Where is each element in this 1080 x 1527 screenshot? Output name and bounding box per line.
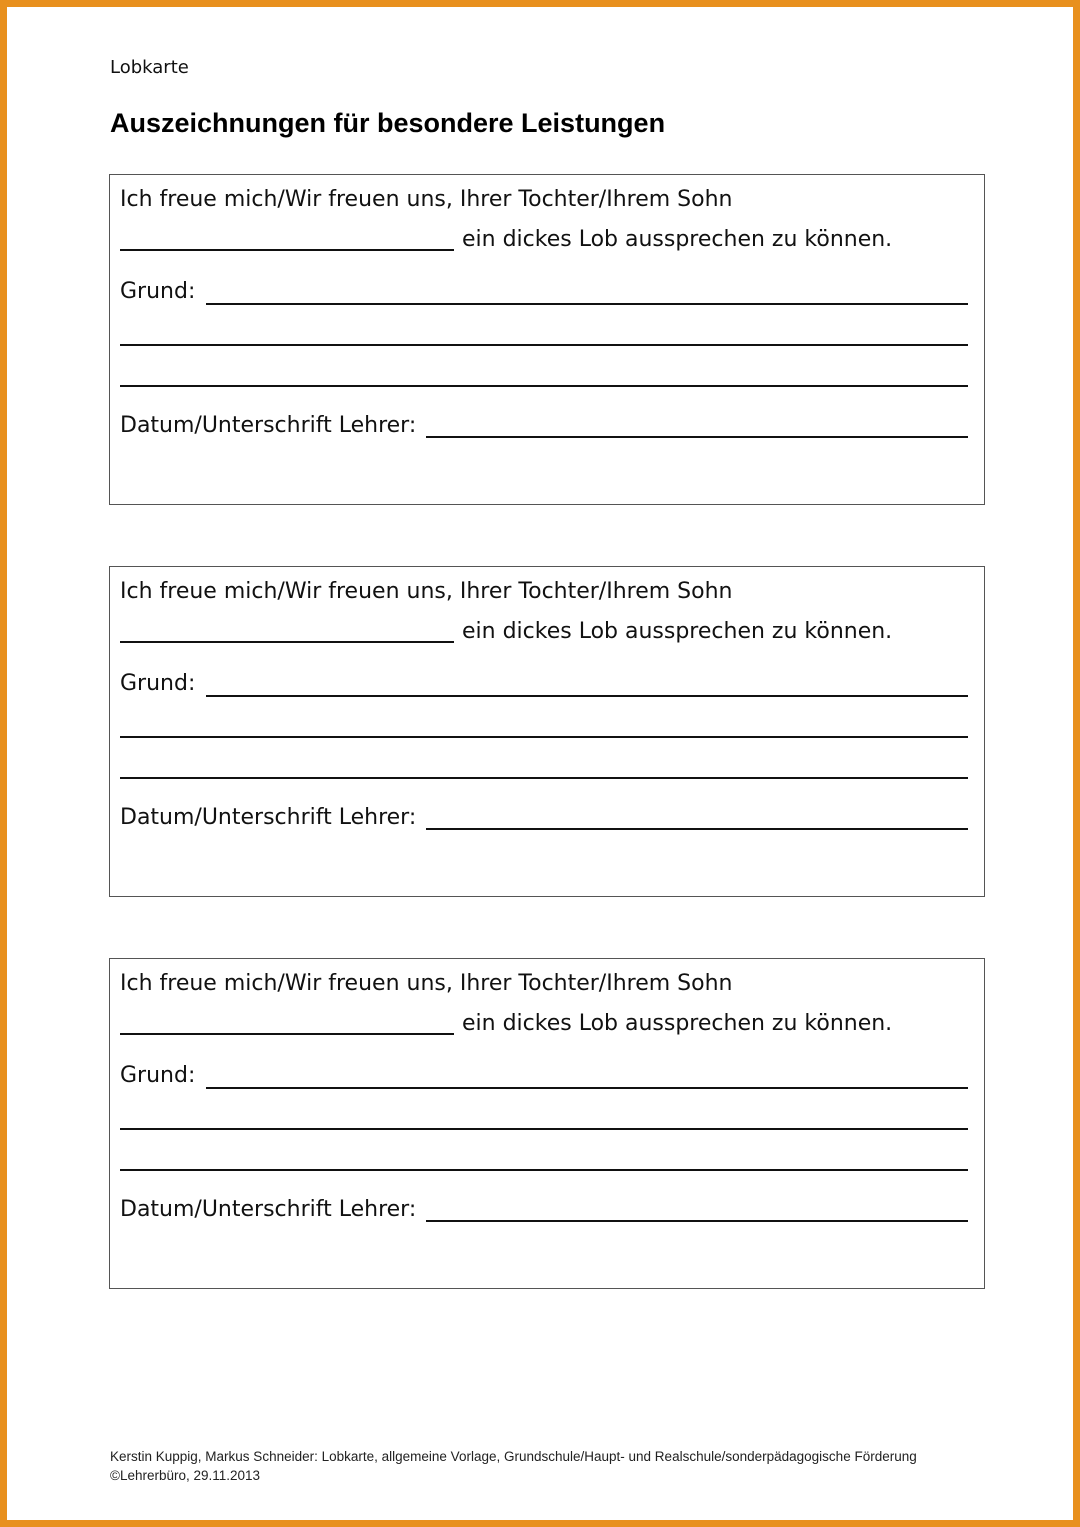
signature-line[interactable] xyxy=(426,1220,968,1222)
card-praise-text: ein dickes Lob aussprechen zu können. xyxy=(462,227,893,252)
reason-line[interactable] xyxy=(120,777,968,779)
reason-line[interactable] xyxy=(120,1128,968,1130)
footer-credits: Kerstin Kuppig, Markus Schneider: Lobkarte, allgemeine Vorlage, Grundschule/Haupt- und Realschule/sonderpädagogische Förderung xyxy=(110,1449,917,1464)
student-name-line[interactable] xyxy=(120,641,454,643)
signature-label: Datum/Unterschrift Lehrer: xyxy=(120,805,417,830)
student-name-line[interactable] xyxy=(120,249,454,251)
signature-line[interactable] xyxy=(426,828,968,830)
student-name-line[interactable] xyxy=(120,1033,454,1035)
reason-line[interactable] xyxy=(120,385,968,387)
reason-label: Grund: xyxy=(120,279,196,304)
reason-line[interactable] xyxy=(206,303,968,305)
reason-line[interactable] xyxy=(120,736,968,738)
header-label: Lobkarte xyxy=(110,57,189,78)
page-title: Auszeichnungen für besondere Leistungen xyxy=(110,108,666,138)
reason-line[interactable] xyxy=(206,1087,968,1089)
praise-card xyxy=(109,958,985,1289)
praise-card xyxy=(109,566,985,897)
footer-copyright: ©Lehrerbüro, 29.11.2013 xyxy=(110,1468,261,1483)
reason-label: Grund: xyxy=(120,671,196,696)
card-praise-text: ein dickes Lob aussprechen zu können. xyxy=(462,1011,893,1036)
reason-line[interactable] xyxy=(120,344,968,346)
card-praise-text: ein dickes Lob aussprechen zu können. xyxy=(462,619,893,644)
reason-label: Grund: xyxy=(120,1063,196,1088)
signature-label: Datum/Unterschrift Lehrer: xyxy=(120,1197,417,1222)
footer xyxy=(110,1447,917,1485)
card-intro: Ich freue mich/Wir freuen uns, Ihrer Tochter/Ihrem Sohn xyxy=(120,579,733,604)
card-intro: Ich freue mich/Wir freuen uns, Ihrer Tochter/Ihrem Sohn xyxy=(120,187,733,212)
card-intro: Ich freue mich/Wir freuen uns, Ihrer Tochter/Ihrem Sohn xyxy=(120,971,733,996)
reason-line[interactable] xyxy=(206,695,968,697)
reason-line[interactable] xyxy=(120,1169,968,1171)
signature-line[interactable] xyxy=(426,436,968,438)
signature-label: Datum/Unterschrift Lehrer: xyxy=(120,413,417,438)
praise-card xyxy=(109,174,985,505)
